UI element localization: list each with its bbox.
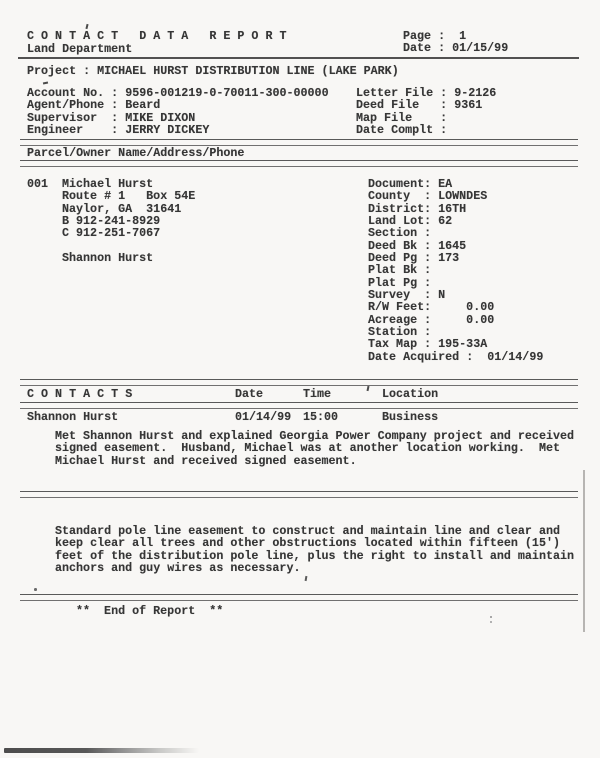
field-date-complt (356, 124, 496, 136)
owner-phone-line: C 912-251-7067 (62, 226, 161, 241)
page-meta-block (403, 30, 508, 55)
field-label: Agent/Phone : (27, 98, 119, 113)
field-label: Map File : (356, 110, 448, 125)
field-label: Section : (368, 226, 432, 241)
scan-speck (305, 576, 308, 581)
column-header-date: Date (235, 387, 264, 401)
parcel-details-block (368, 178, 543, 363)
scan-speck (490, 616, 492, 618)
account-block-right (356, 87, 496, 136)
field-label: Deed File : (356, 98, 448, 113)
field-label: Land Lot: (368, 213, 432, 228)
field-value: 0.00 (438, 312, 495, 327)
contact-note-line: Met Shannon Hurst and explained Georgia Power Company project and received (55, 429, 575, 443)
contacts-heading: C O N T A C T S (27, 387, 133, 401)
field-value: 195-33A (438, 337, 488, 352)
field-label: R/W Feet: (368, 300, 432, 315)
field-label: Plat Pg : (368, 275, 432, 290)
easement-note-line: anchors and guy wires as necessary. (55, 560, 301, 575)
scan-speck (367, 386, 370, 391)
co-owner-name-line: Shannon Hurst (62, 250, 154, 265)
parcel-section-heading: Parcel/Owner Name/Address/Phone (27, 146, 245, 160)
scan-edge-bar (4, 748, 199, 753)
report-date-line: Date : 01/15/99 (403, 41, 509, 56)
field-value: LOWNDES (438, 189, 488, 204)
contact-row-time: 15:00 (303, 409, 339, 424)
project-field (27, 65, 399, 77)
field-value: Beard (125, 98, 161, 113)
owner-phone-line: B 912-241-8929 (62, 213, 161, 228)
column-header-location: Location (382, 387, 439, 401)
field-label: Date Acquired : (368, 349, 474, 364)
contact-row-location: Business (382, 409, 439, 424)
owner-address-line: Route # 1 Box 54E (62, 189, 196, 204)
horizontal-rule (20, 402, 578, 409)
field-label: Engineer : (27, 122, 119, 137)
field-label: Acreage : (368, 312, 432, 327)
report-title: C O N T A C T D A T A R E P O R T (27, 29, 287, 43)
field-value: 01/14/99 (480, 349, 544, 364)
field-engineer (27, 124, 329, 136)
scan-speck (43, 82, 48, 85)
contact-note-line: signed easement. Husband, Michael was at another location working. Met (55, 441, 560, 456)
field-label: Document: (368, 177, 432, 191)
field-value: 1645 (438, 238, 467, 253)
easement-note-line: Standard pole line easement to construct and maintain line and clear and (55, 524, 560, 538)
contact-note-line: Michael Hurst and received signed easement. (55, 453, 357, 468)
easement-note (55, 525, 574, 574)
field-value: 173 (438, 250, 460, 265)
horizontal-rule (20, 491, 578, 498)
field-value: 9361 (454, 98, 483, 113)
project-label: Project : (27, 64, 91, 78)
field-label: Deed Pg : (368, 250, 432, 265)
scan-speck (34, 588, 37, 591)
owner-name-line: Michael Hurst (62, 177, 154, 191)
easement-note-line: keep clear all trees and other obstructions located within fifteen (15') (55, 536, 560, 551)
field-value: JERRY DICKEY (125, 122, 210, 137)
owner-address-line: Naylor, GA 31641 (62, 201, 182, 216)
department-name: Land Department (27, 42, 133, 56)
contact-note (55, 430, 574, 467)
field-label: Letter File : (356, 86, 448, 100)
project-value: MICHAEL HURST DISTRIBUTION LINE (LAKE PARK) (97, 64, 399, 78)
field-value: 9-2126 (454, 86, 497, 100)
field-value: MIKE DIXON (125, 110, 196, 125)
horizontal-rule (20, 139, 578, 146)
end-of-report-footer: ** End of Report ** (76, 604, 224, 618)
contact-row-name: Shannon Hurst (27, 409, 119, 424)
account-block-left (27, 87, 329, 136)
horizontal-rule (20, 160, 578, 167)
field-label: Plat Bk : (368, 263, 432, 278)
contact-row-date: 01/14/99 (235, 409, 292, 424)
field-value: 0.00 (438, 300, 495, 315)
field-label: Station : (368, 324, 432, 339)
page-number-line: Page : 1 (403, 29, 467, 43)
field-label: District: (368, 201, 432, 216)
easement-note-line: feet of the distribution pole line, plus the right to install and maintain (55, 548, 575, 563)
field-label: Account No. : (27, 86, 119, 100)
paper-edge-artifact (583, 470, 585, 632)
field-label: County : (368, 189, 432, 204)
horizontal-rule (20, 379, 578, 386)
field-label: Supervisor : (27, 110, 119, 125)
horizontal-rule (20, 594, 578, 601)
field-label: Date Complt : (356, 122, 448, 137)
field-date-acquired (368, 351, 543, 363)
owner-address-block (62, 178, 195, 264)
field-value: 16TH (438, 201, 467, 216)
field-value: EA (438, 177, 453, 191)
horizontal-rule (18, 57, 579, 59)
parcel-number: 001 (27, 177, 49, 191)
field-value: 62 (438, 213, 453, 228)
field-label: Survey : (368, 287, 432, 302)
field-value: N (438, 287, 446, 302)
field-label: Tax Map : (368, 337, 432, 352)
field-value: 9596-001219-0-70011-300-00000 (125, 86, 329, 100)
field-label: Deed Bk : (368, 238, 432, 253)
column-header-time: Time (303, 387, 332, 401)
